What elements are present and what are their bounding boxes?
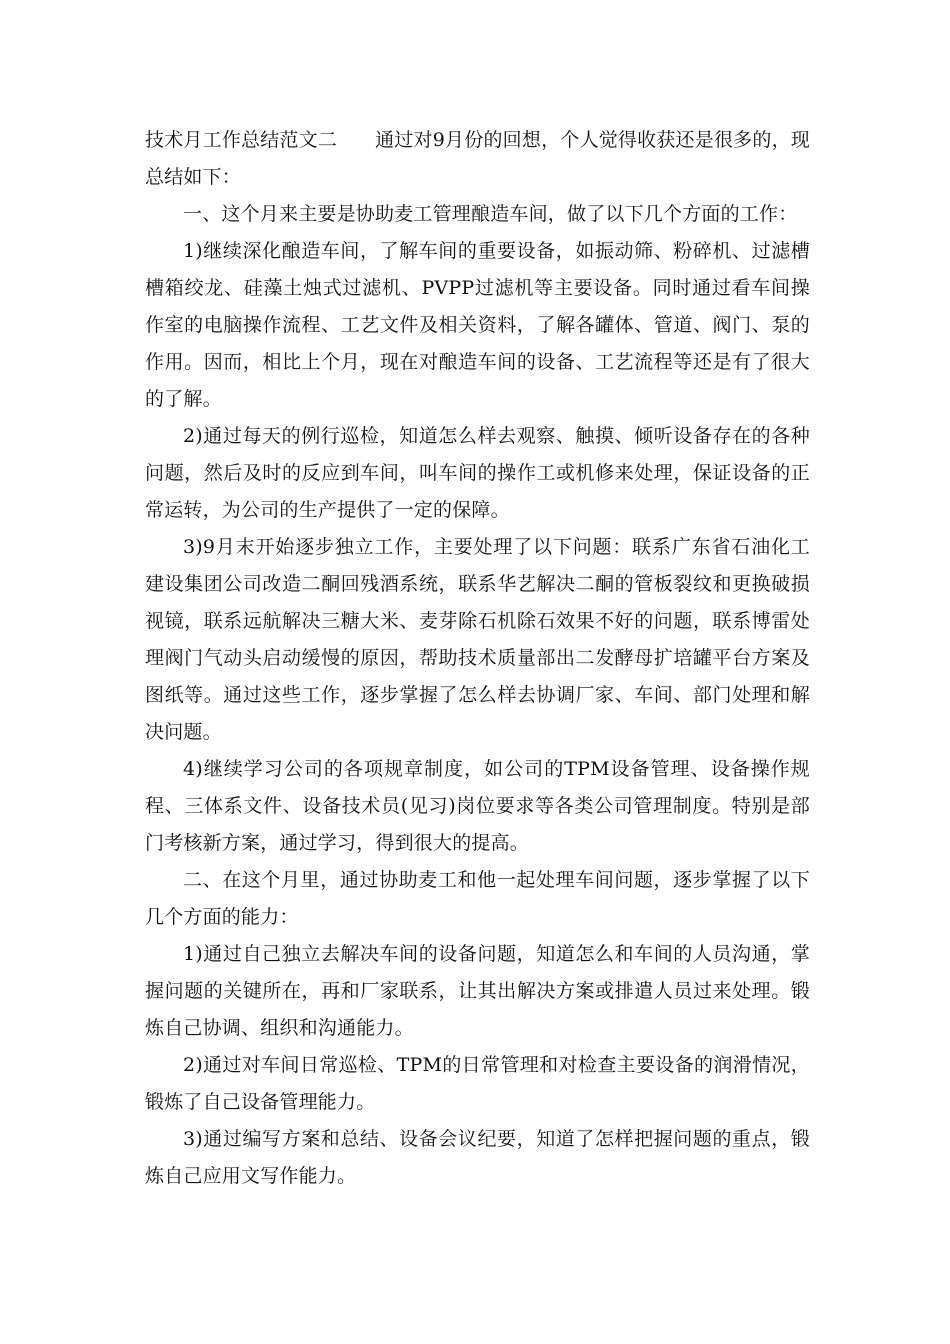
title-paragraph — [145, 122, 810, 196]
document-title: 技术月工作总结范文二 — [145, 129, 338, 151]
paragraph-1-3: 3)9月末开始逐步独立工作，主要处理了以下问题：联系广东省石油化工建设集团公司改造二酮回残酒系统，联系华艺解决二酮的管板裂纹和更换破损视镜，联系远航解决三糖大米、麦芽除石机除石效果不好的问题，联系博雷处理阀门气动头启动缓慢的原因，帮助技术质量部出二发酵母扩培罐平台方案及图纸等。通过这些工作，逐步掌握了怎么样去协调厂家、车间、部门处理和解决问题。 — [145, 536, 810, 743]
paragraph-2-2: 2)通过对车间日常巡检、TPM的日常管理和对检查主要设备的润滑情况，锻炼了自己设备管理能力。 — [145, 1054, 810, 1113]
document-intro: 通过对9月份的回想，个人觉得收获还是很多的，现总结如下： — [145, 129, 810, 188]
paragraph-1-2: 2)通过每天的例行巡检，知道怎么样去观察、触摸、倾听设备存在的各种问题，然后及时的反应到车间，叫车间的操作工或机修来处理，保证设备的正常运转，为公司的生产提供了一定的保障。 — [145, 425, 810, 521]
section-heading-1: 一、这个月来主要是协助麦工管理酿造车间，做了以下几个方面的工作： — [183, 203, 798, 225]
document-body — [145, 122, 810, 1195]
paragraph-1-4: 4)继续学习公司的各项规章制度，如公司的TPM设备管理、设备操作规程、三体系文件、设备技术员(见习)岗位要求等各类公司管理制度。特别是部门考核新方案，通过学习，得到很大的提高。 — [145, 758, 810, 854]
paragraph-2-3: 3)通过编写方案和总结、设备会议纪要，知道了怎样把握问题的重点，锻炼自己应用文写作能力。 — [145, 1128, 810, 1187]
section-heading-2: 二、在这个月里，通过协助麦工和他一起处理车间问题，逐步掌握了以下几个方面的能力： — [145, 869, 810, 928]
paragraph-1-1: 1)继续深化酿造车间，了解车间的重要设备，如振动筛、粉碎机、过滤槽槽箱绞龙、硅藻土烛式过滤机、PVPP过滤机等主要设备。同时通过看车间操作室的电脑操作流程、工艺文件及相关资料，了解各罐体、管道、阀门、泵的作用。因而，相比上个月，现在对酿造车间的设备、工艺流程等还是有了很大的了解。 — [145, 240, 810, 410]
paragraph-2-1: 1)通过自己独立去解决车间的设备问题，知道怎么和车间的人员沟通，掌握问题的关键所在，再和厂家联系，让其出解决方案或排遣人员过来处理。锻炼自己协调、组织和沟通能力。 — [145, 943, 810, 1039]
